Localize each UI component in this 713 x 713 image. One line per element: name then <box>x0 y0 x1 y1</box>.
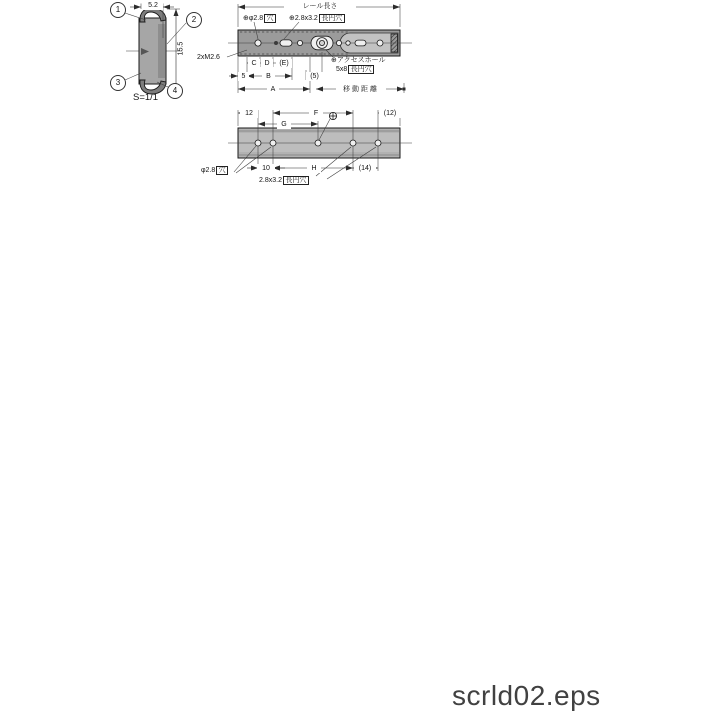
dim-12p: (12) <box>379 109 401 118</box>
dim-h: H <box>307 164 321 173</box>
callout-1: 1 <box>110 2 126 18</box>
dim-rail-length: レール長さ <box>284 2 356 11</box>
dim-b: B <box>262 72 275 81</box>
dim-c: C <box>248 59 260 68</box>
label-oblong-hole-mid <box>259 176 309 185</box>
label-oblong-hole-mid-text: 2.8x3.2 <box>259 176 282 184</box>
label-round-hole-boxed: 穴 <box>264 14 276 23</box>
dim-5: 5 <box>238 72 249 81</box>
label-access-hole-boxed: 長円穴 <box>348 65 374 74</box>
label-access-hole-line1: ⊕アクセスホール <box>331 56 386 64</box>
dim-a: A <box>267 85 279 94</box>
dim-12: 12 <box>240 109 258 118</box>
dim-section-width: 5.2 <box>143 1 163 10</box>
label-round-hole-mid-boxed: 穴 <box>216 166 228 175</box>
label-round-hole-mid <box>201 166 228 175</box>
label-oblong-hole-top <box>289 14 345 23</box>
label-round-hole-mid-text: φ2.8 <box>201 166 216 174</box>
dim-d: D <box>261 59 273 68</box>
label-screw: 2xM2.6 <box>197 54 220 61</box>
technical-drawing <box>0 0 430 215</box>
label-oblong-hole-mid-boxed: 長円穴 <box>283 176 309 185</box>
label-access-hole-size: 5x8 <box>336 65 348 73</box>
scale-label: S=1/1 <box>133 92 159 103</box>
dim-14p: (14) <box>354 164 376 173</box>
dim-10: 10 <box>257 164 275 173</box>
callout-3: 3 <box>110 75 126 91</box>
label-round-hole-top <box>243 14 276 23</box>
dim-travel: 移動距離 <box>336 85 386 94</box>
label-oblong-hole-text: ⊕2.8x3.2 <box>289 14 318 22</box>
dim-5p: (5) <box>306 72 323 81</box>
label-access-hole-line2 <box>336 65 374 74</box>
dim-f: F <box>309 109 323 118</box>
filename-label: scrld02.eps <box>452 680 601 711</box>
callout-2: 2 <box>186 12 202 28</box>
dim-e: (E) <box>276 59 292 68</box>
label-round-hole-text: ⊕φ2.8 <box>243 14 264 22</box>
dim-g: G <box>277 120 291 129</box>
dim-section-height: 15.5 <box>177 41 185 56</box>
callout-4: 4 <box>167 83 183 99</box>
label-oblong-hole-boxed: 長円穴 <box>319 14 345 23</box>
